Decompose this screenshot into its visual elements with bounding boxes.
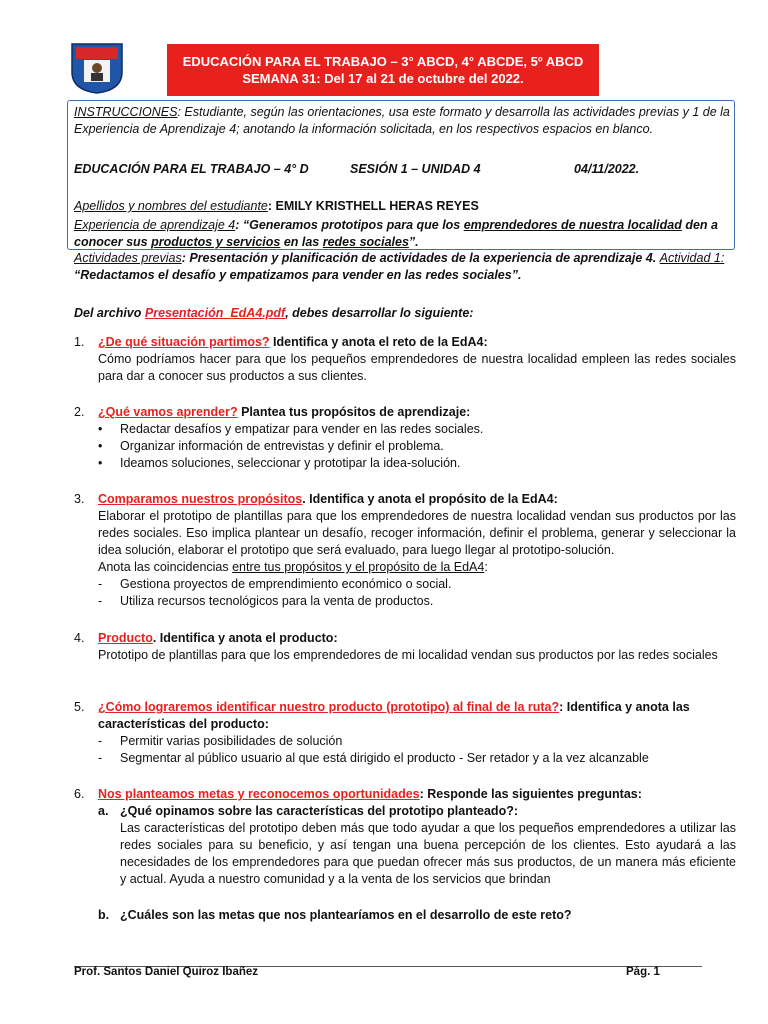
- course-line: [74, 162, 309, 176]
- session-label: SESIÓN 1 – UNIDAD 4: [350, 162, 481, 176]
- list-item-text: Permitir varias posibilidades de solución: [120, 734, 343, 748]
- list-item-text: Utiliza recursos tecnológicos para la venta de productos.: [120, 594, 434, 608]
- list-item-text: Ideamos soluciones, seleccionar y prototipar la idea-solución.: [120, 456, 461, 470]
- activities-label: Actividades previas: [74, 251, 182, 265]
- list-item-text: Organizar información de entrevistas y definir el problema.: [120, 439, 444, 453]
- dash-mark: -: [98, 734, 103, 748]
- coincidences-colon: :: [484, 560, 488, 574]
- section-2-title: ¿Qué vamos aprender?: [98, 405, 238, 419]
- activities-body: : Presentación y planificación de actividades de la experiencia de aprendizaje 4.: [181, 251, 660, 265]
- section-number: 5.: [74, 700, 85, 714]
- section-2-prompt: Plantea tus propósitos de aprendizaje:: [237, 405, 471, 419]
- section-4-prompt: . Identifica y anota el producto:: [152, 631, 338, 645]
- bullet-mark: •: [98, 439, 103, 453]
- file-link[interactable]: Presentación_EdA4.pdf: [144, 306, 286, 320]
- instructions-text: [74, 104, 736, 138]
- list-item: [98, 750, 736, 767]
- section-5-prompt: : Identifica y anota las características del producto:: [98, 700, 690, 731]
- banner-line-1: EDUCACIÓN PARA EL TRABAJO – 3° ABCD, 4° ABCDE, 5º ABCD: [182, 54, 584, 69]
- coincidences-underlined: entre tus propósitos y el propósito de la EdA4: [232, 560, 485, 574]
- section-4: [74, 630, 736, 664]
- experience-underlined-1: emprendedores de nuestra localidad: [463, 218, 682, 232]
- activities-text: [74, 250, 736, 284]
- student-line: [74, 199, 479, 213]
- question-letter: b.: [98, 908, 110, 922]
- instructions-label: INSTRUCCIONES: [74, 105, 178, 119]
- question-a-text: ¿Qué opinamos sobre las características del prototipo planteado?:: [120, 804, 519, 818]
- section-5-title: ¿Cómo lograremos identificar nuestro producto (prototipo) al final de la ruta?: [98, 700, 560, 714]
- footer-teacher: Prof. Santos Daniel Quiroz Ibañez: [74, 966, 259, 978]
- list-item: [98, 576, 736, 593]
- list-item-text: Redactar desafíos y empatizar para vender en las redes sociales.: [120, 422, 484, 436]
- student-name: : EMILY KRISTHELL HERAS REYES: [267, 199, 479, 213]
- footer-page-number: Pág. 1: [626, 966, 660, 978]
- question-a: [98, 803, 736, 820]
- question-b-text: ¿Cuáles son las metas que nos plantearíamos en el desarrollo de este reto?: [120, 908, 572, 922]
- dash-mark: -: [98, 751, 103, 765]
- question-b: [98, 907, 736, 924]
- section-1: [74, 334, 736, 385]
- experience-text-part: en las: [280, 235, 323, 249]
- section-6: [74, 786, 736, 888]
- list-item: [98, 733, 736, 750]
- file-line-post: , debes desarrollar lo siguiente:: [285, 306, 474, 320]
- activity-1-label: Actividad 1:: [659, 251, 725, 265]
- section-number: 3.: [74, 492, 85, 506]
- list-item-text: Gestiona proyectos de emprendimiento económico o social.: [120, 577, 452, 591]
- list-item: [98, 455, 736, 472]
- section-3-title: Comparamos nuestros propósitos: [98, 492, 303, 506]
- section-1-answer: Cómo podríamos hacer para que los pequeños emprendedores de nuestra localidad empleen las redes sociales para dar a conocer sus productos a sus clientes.: [98, 352, 736, 383]
- section-4-title: Producto: [98, 631, 153, 645]
- experience-text-part: den a conocer sus: [74, 218, 718, 249]
- section-1-prompt: Identifica y anota el reto de la EdA4:: [269, 335, 488, 349]
- coincidences-prompt: Anota las coincidencias: [98, 560, 233, 574]
- list-item-text: Segmentar al público usuario al que está dirigido el producto - Ser retador y a la vez alcanzable: [120, 751, 649, 765]
- section-number: 2.: [74, 405, 85, 419]
- section-3: [74, 491, 736, 610]
- bullet-mark: •: [98, 456, 103, 470]
- experience-label: Experiencia de aprendizaje 4: [74, 218, 236, 232]
- section-6-title: Nos planteamos metas y reconocemos oportunidades: [98, 787, 420, 801]
- experience-text-part: : “Generamos prototipos para que los: [235, 218, 464, 232]
- section-3-prompt: . Identifica y anota el propósito de la EdA4:: [302, 492, 558, 506]
- section-number: 4.: [74, 631, 85, 645]
- school-crest-logo: [70, 42, 124, 94]
- section-5: [74, 699, 736, 767]
- bullet-mark: •: [98, 422, 103, 436]
- list-item: [98, 438, 736, 455]
- dash-mark: -: [98, 594, 103, 608]
- dash-mark: -: [98, 577, 103, 591]
- question-b-block: [74, 907, 736, 924]
- experience-underlined-2: productos y servicios: [151, 235, 281, 249]
- list-item: [98, 593, 736, 610]
- instructions-body: : Estudiante, según las orientaciones, usa este formato y desarrolla las actividades previas y 1 de la Experiencia de Aprendizaje 4; anotando la información solicitada, en los respectivos espacios en blanco.: [74, 105, 730, 136]
- question-a-answer: Las características del prototipo deben más que todo ayudar a que los pequeños emprendedores a utilizar las redes sociales para su beneficio, y así tengan una buena percepción de los clientes. Esto ayudará a las necesidades de los emprendedores para que puedan ofrecer más sus productos, de un manera más eficiente y actual. Ayuda a nuestro comunidad y a la venta de los servicios que brindan: [120, 821, 736, 886]
- file-line: [74, 306, 473, 320]
- experience-underlined-3: redes sociales: [322, 235, 409, 249]
- activity-1-title: “Redactamos el desafío y empatizamos para vender en las redes sociales”.: [74, 268, 522, 282]
- header-banner: [167, 44, 599, 96]
- section-number: 1.: [74, 335, 85, 349]
- question-letter: a.: [98, 804, 109, 818]
- section-6-prompt: : Responde las siguientes preguntas:: [419, 787, 642, 801]
- course-name: EDUCACIÓN PARA EL TRABAJO – 4° D: [74, 162, 309, 176]
- session-date: 04/11/2022.: [574, 162, 640, 176]
- file-line-pre: Del archivo: [74, 306, 145, 320]
- experience-text-part: ”.: [408, 235, 419, 249]
- experience-text: [74, 217, 736, 251]
- section-3-answer: Elaborar el prototipo de plantillas para que los emprendedores de nuestra localidad vendan sus productos por las redes sociales. Eso implica plantear un desafío, recoger información, definir el problema, generar y seleccionar la idea solución, elaborar el prototipo que será evaluado, para luego llegar al prototipo-solución.: [98, 509, 736, 557]
- section-number: 6.: [74, 787, 85, 801]
- section-2: [74, 404, 736, 472]
- banner-line-2: SEMANA 31: Del 17 al 21 de octubre del 2022.: [242, 71, 524, 86]
- list-item: [98, 421, 736, 438]
- section-1-title: ¿De qué situación partimos?: [98, 335, 270, 349]
- student-label: Apellidos y nombres del estudiante: [74, 199, 268, 213]
- section-4-answer: Prototipo de plantillas para que los emprendedores de mi localidad vendan sus productos por las redes sociales: [98, 648, 718, 662]
